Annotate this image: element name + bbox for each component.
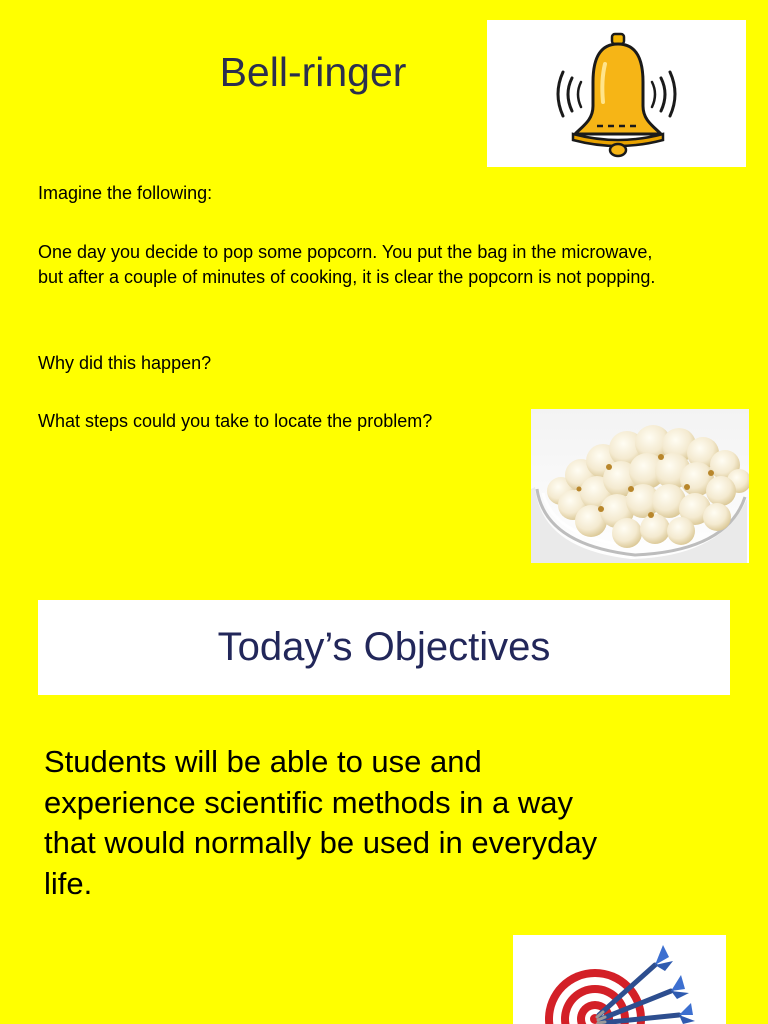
objectives-header-box [38, 600, 730, 695]
popcorn-bowl-icon [531, 409, 749, 563]
bell-image-frame [487, 20, 746, 167]
page-title: Bell-ringer [219, 49, 407, 95]
objective-statement: Students will be able to use and experience scientific methods in a way that would normally be used in everyday life. [44, 744, 598, 901]
question-why: Why did this happen? [38, 353, 212, 373]
story-text: One day you decide to pop some popcorn. You put the bag in the microwave, but after a couple of minutes of cooking, it is clear the popcorn is not popping. [38, 242, 656, 287]
dartboard-target-icon [513, 935, 726, 1024]
popcorn-image [531, 409, 749, 563]
question-steps: What steps could you take to locate the problem? [38, 411, 433, 431]
intro-text: Imagine the following: [38, 183, 213, 203]
objectives-title: Today’s Objectives [217, 625, 551, 669]
ringing-bell-icon [487, 20, 746, 167]
target-image-frame [513, 935, 726, 1024]
